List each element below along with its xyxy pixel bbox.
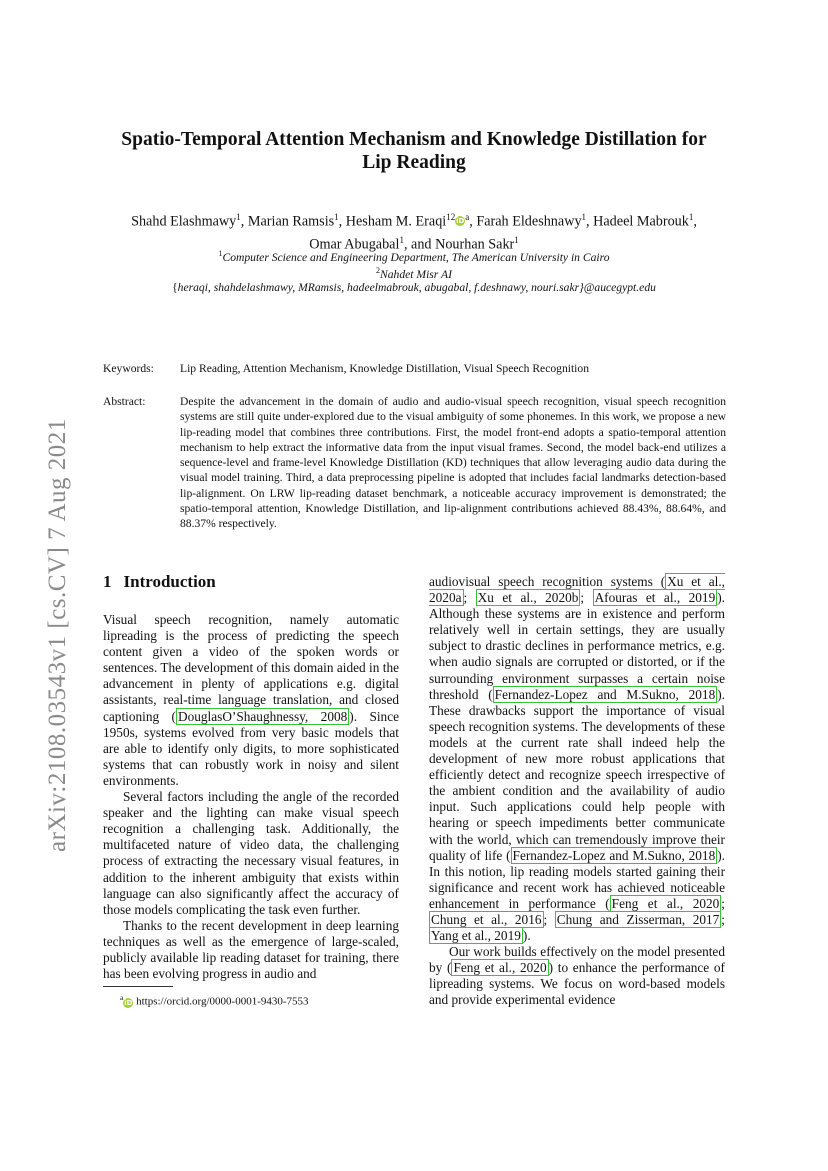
citation-link[interactable]: Fernandez-Lopez and M.Sukno, 2018 [494, 686, 716, 702]
author-separator: , [586, 213, 590, 230]
paragraph: Thanks to the recent development in deep learning techniques as well as the emergence of large-scaled, publicly available lip reading dataset for training, there has been evolving progress in audio and [103, 917, 399, 982]
author-separator: , [240, 213, 245, 230]
keywords-text: Lip Reading, Attention Mechanism, Knowledge Distillation, Visual Speech Recognition [180, 362, 589, 375]
citation-link[interactable]: Xu et al., 2020a [429, 574, 725, 606]
citation-link[interactable]: Chung et al., 2016 [431, 911, 542, 927]
author-name: Omar Abugabal [309, 236, 400, 253]
citation-link[interactable]: Feng et al., 2020 [611, 895, 720, 911]
affiliation-text: Nahdet Misr AI [380, 267, 452, 281]
footnote-divider [103, 986, 173, 987]
paragraph-text: ). [522, 928, 531, 944]
paper-title [100, 128, 728, 174]
affiliation-text: Computer Science and Engineering Department, The American University in Cairo [222, 250, 610, 264]
footnote-orcid-link[interactable]: https://orcid.org/0000-0001-9430-7553 [136, 995, 309, 1008]
citation-link[interactable]: DouglasO’Shaughnessy, 2008 [178, 708, 348, 724]
email-domain: }@aucegypt.edu [579, 281, 656, 294]
citation-separator: ; [580, 590, 593, 606]
orcid-icon[interactable]: iD [124, 998, 133, 1007]
paragraph-text: ). In this notion, lip reading models started gaining their significance and recent work has achieved noticeable enhancement in performance ( [429, 847, 725, 911]
author-name: Shahd Elashmawy [131, 213, 237, 230]
affiliation-mark: 1 [218, 249, 223, 258]
author-affiliation-mark: 12 [446, 212, 456, 222]
footnote [120, 991, 309, 1009]
author-affiliation-mark: 1 [334, 212, 339, 222]
citation-link[interactable]: Feng et al., 2020 [453, 960, 547, 976]
citation-link[interactable]: Chung and Zisserman, 2017 [556, 911, 720, 927]
author-name: Marian Ramsis [247, 213, 335, 230]
author-affiliation-mark: 1 [688, 212, 694, 222]
email-line [100, 280, 728, 295]
author-separator: , and [403, 236, 432, 253]
paragraph-text: Visual speech recognition, namely automatic lipreading is the process of predicting the speech content given a video of the spoken words or sentences. The development of this domain aided in the advancement in plenty of applications e.g. digital assistants, real-time language translation, and closed captioning ( [103, 612, 399, 724]
keywords-label: Keywords: [103, 362, 154, 375]
author-footnote-mark: a [465, 212, 470, 222]
author-separator: , [469, 213, 473, 230]
author-name: Hesham M. Eraqi [345, 213, 447, 230]
author-name: Nourhan Sakr [435, 236, 515, 253]
arxiv-identifier: arXiv:2108.03543v1 [cs.CV] 7 Aug 2021 [44, 418, 71, 852]
citation-link[interactable]: Afouras et al., 2019 [594, 590, 716, 606]
paragraph-text: ) to enhance the performance of lipreading systems. We focus on word-based models and provide experimental evidence [429, 960, 725, 1008]
footnote-mark: a [120, 993, 124, 1002]
right-column [429, 574, 725, 1009]
orcid-icon[interactable]: iD [456, 216, 465, 225]
email-brace-open: { [172, 281, 178, 294]
paragraph-text: Our work builds effectively on the model presented by ( [429, 944, 725, 976]
citation-link[interactable]: Yang et al., 2019 [431, 928, 521, 944]
citation-separator: ; [543, 911, 555, 927]
author-affiliation-mark: 1 [399, 234, 404, 245]
paragraph [429, 574, 725, 944]
left-column [103, 612, 399, 982]
author-separator: , [693, 213, 697, 230]
author-name: Farah Eldeshnawy [476, 213, 582, 230]
author-affiliation-mark: 1 [514, 234, 519, 245]
paragraph-text: ). These drawbacks support the importance of visual speech recognition systems. The developments of these models at the current rate shall indeed help the development of new more robust applications that efficiently detect and recognize speech irrespective of the ambient condition and the availability of audio input. Such applications could help people with hearing or speech impediments better communicate with the world, which can tremendously improve their quality of life ( [429, 686, 725, 863]
paragraph-text: ). Although these systems are in existence and perform relatively well in certain settings, they are usually subject to drastic declines in performance metrics, e.g. when audio signals are corrupted or distorted, or if the surrounding environment surpasses a certain noise threshold ( [429, 590, 725, 702]
citation-separator: ; [721, 911, 725, 927]
section-title: Introduction [123, 572, 216, 591]
author-name: Hadeel Mabrouk [593, 213, 689, 230]
author-affiliation-mark: 1 [581, 212, 587, 222]
author-separator: , [338, 213, 343, 230]
paragraph: Several factors including the angle of the recorded speaker and the lighting can make visual speech recognition a challenging task. Additionally, the multifaceted nature of video data, the challenging process of extracting the necessary visual features, in addition to the inherent ambiguity that exists within language can also significantly affect the accuracy of those models complicating the task even further. [103, 789, 399, 917]
paragraph [429, 944, 725, 1008]
paragraph-text: ). Since 1950s, systems evolved from very basic models that are able to identify only digits, to more sophisticated systems that can robustly work in noisy and silent environments. [103, 708, 400, 788]
paragraph [103, 612, 399, 789]
paragraph-text: audiovisual speech recognition systems ( [429, 574, 666, 589]
section-number: 1 [103, 572, 112, 591]
section-heading-introduction [103, 572, 216, 592]
paper-title-line-2: Lip Reading [362, 152, 466, 173]
citation-separator: ; [721, 895, 725, 911]
paper-title-line-1: Spatio-Temporal Attention Mechanism and Knowledge Distillation for [121, 129, 707, 150]
abstract-text: Despite the advancement in the domain of audio and audio-visual speech recognition, visual speech recognition systems are still quite under-explored due to the visual ambiguity of some phonemes. In this work, we propose a new lip-reading model that combines three contributions. First, the model front-end adopts a spatio-temporal attention mechanism to help extract the informative data from the input visual frames. Second, the model back-end utilizes a sequence-level and frame-level Knowledge Distillation (KD) techniques that allow leveraging audio data during the visual model training. Third, a data preprocessing pipeline is adopted that includes facial landmarks detection-based lip-alignment. On LRW lip-reading dataset benchmark, a noticeable accuracy improvement is demonstrated; the spatio-temporal attention, Knowledge Distillation, and lip-alignment contributions achieved 88.43%, 88.64%, and 88.37% respectively. [180, 395, 726, 531]
citation-separator: ; [463, 590, 476, 606]
affiliation-mark: 2 [376, 266, 381, 275]
citation-link[interactable]: Fernandez-Lopez and M.Sukno, 2018 [512, 847, 716, 863]
abstract-label: Abstract: [103, 395, 146, 408]
citation-link[interactable]: Xu et al., 2020b [477, 590, 579, 606]
author-affiliation-mark: 1 [236, 212, 241, 222]
email-names: heraqi, shahdelashmawy, MRamsis, hadeelmabrouk, abugabal, f.deshnawy, nouri.sakr [177, 281, 580, 294]
